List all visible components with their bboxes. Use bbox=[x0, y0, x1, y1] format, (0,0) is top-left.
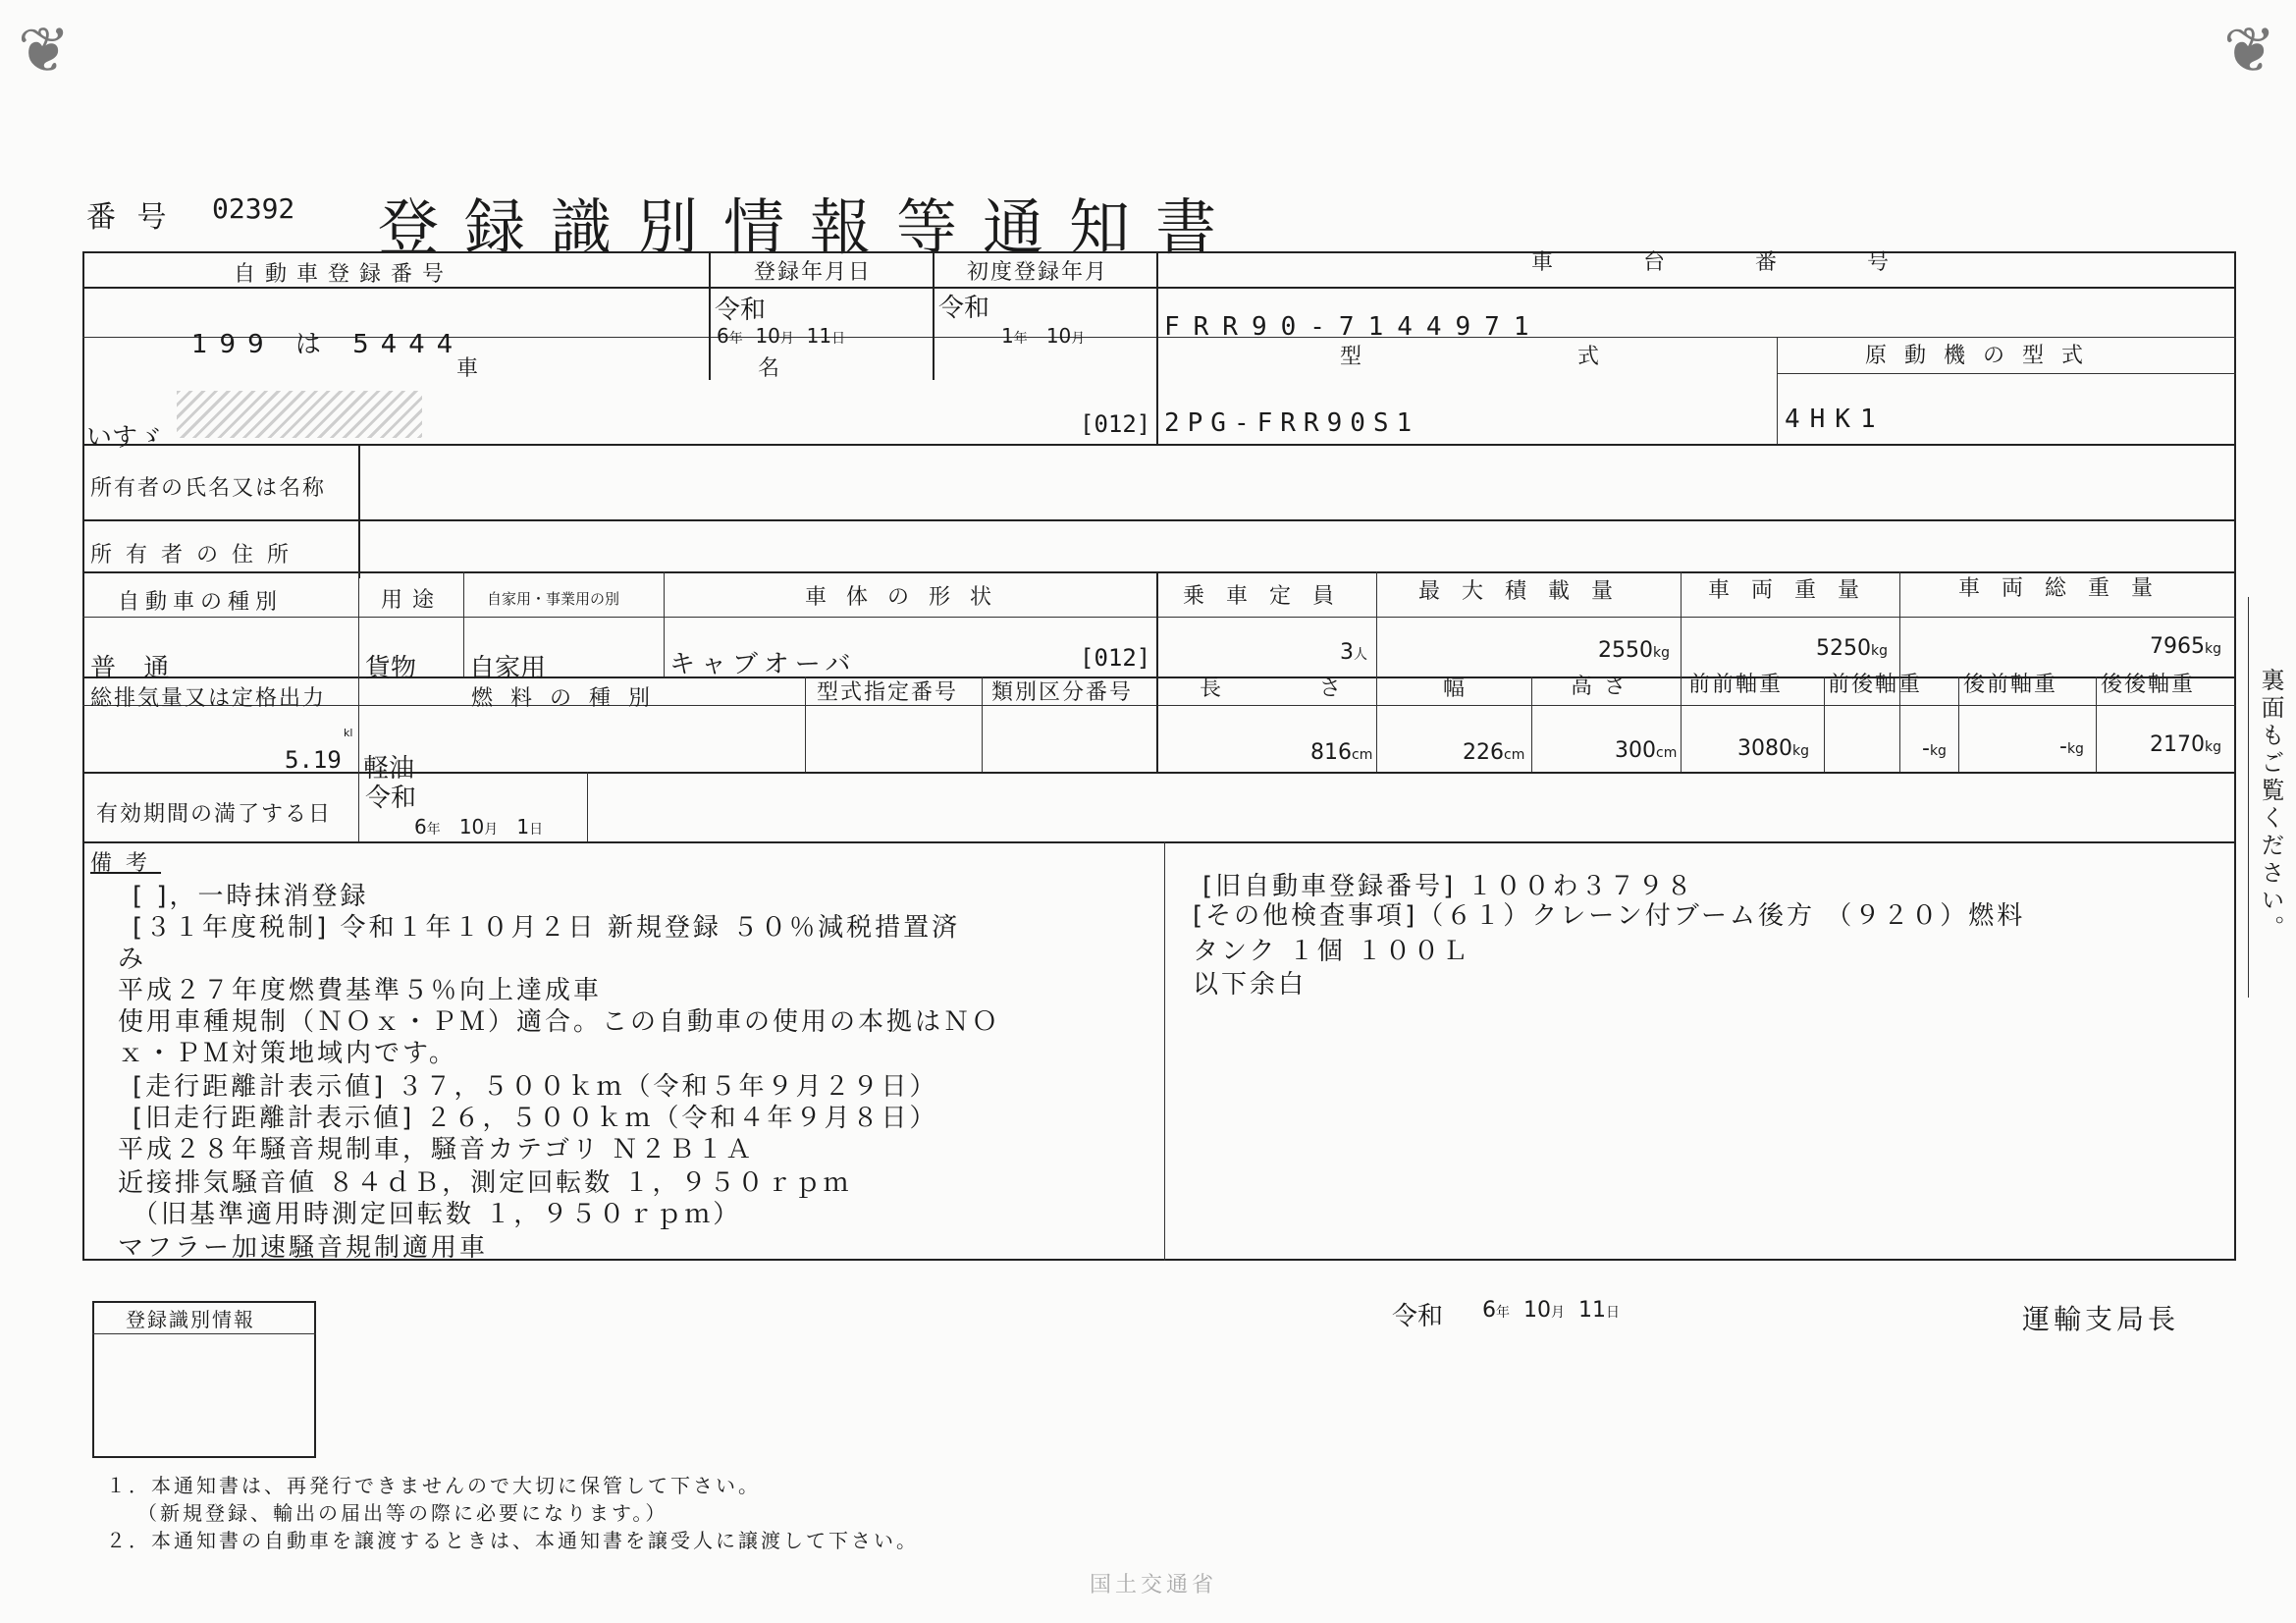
rr-axle-header: 後後軸重 bbox=[2101, 673, 2196, 697]
remarks-left-line-4: 平成２７年度燃費基準５％向上達成車 bbox=[118, 976, 603, 1005]
model-value: 2PG-FRR90S1 bbox=[1164, 408, 1420, 438]
remarks-left-line-1: [ ]，一時抹消登録 bbox=[133, 882, 369, 911]
usage-header: 用途 bbox=[381, 588, 445, 613]
type-designation-header: 型式指定番号 bbox=[817, 680, 959, 705]
body-shape-value: キャブオーバ bbox=[669, 650, 857, 679]
corner-ornament-left: ❦ bbox=[18, 15, 71, 87]
model-header: 型式 bbox=[1340, 345, 1816, 369]
displacement-header: 総排気量又は定格出力 bbox=[90, 686, 327, 711]
body-code: [012] bbox=[1080, 644, 1151, 672]
document-number-label: 番 号 bbox=[86, 200, 173, 235]
issue-era: 令和 bbox=[1392, 1302, 1444, 1331]
owner-name-header: 所有者の氏名又は名称 bbox=[90, 476, 327, 501]
car-name-header-left: 車 bbox=[456, 356, 489, 381]
footer-seal: 国土交通省 bbox=[1090, 1573, 1218, 1597]
category-no-header: 類別区分番号 bbox=[991, 680, 1134, 705]
capacity-value: 3人 bbox=[1340, 640, 1367, 665]
vehicle-weight-header: 車両重量 bbox=[1708, 578, 1882, 603]
model-code: [012] bbox=[1080, 410, 1151, 438]
note-line-2: （新規登録、輸出の届出等の際に必要になります。） bbox=[137, 1501, 668, 1525]
engine-model-header: 原動機の型式 bbox=[1865, 344, 2102, 368]
first-reg-value: 1年 10月 bbox=[1001, 324, 1086, 348]
corner-ornament-right: ❦ bbox=[2223, 15, 2276, 87]
fuel-header: 燃料の種別 bbox=[471, 686, 668, 711]
remarks-left-line-7: [走行距離計表示値] ３７，５００ｋｍ（令和５年９月２９日） bbox=[133, 1072, 938, 1102]
remarks-left-line-8: [旧走行距離計表示値] ２６，５００ｋｍ（令和４年９月８日） bbox=[133, 1104, 938, 1133]
remarks-left-line-9: 平成２８年騒音規制車，騒音カテゴリ Ｎ２Ｂ１Ａ bbox=[118, 1135, 755, 1164]
remarks-left-line-11: （旧基準適用時測定回転数 １，９５０ｒｐｍ） bbox=[133, 1200, 742, 1229]
fr-axle-value: -kg bbox=[1922, 736, 1947, 761]
reg-number-header: 自動車登録番号 bbox=[234, 262, 454, 287]
issue-date: 6年 10月 11日 bbox=[1482, 1298, 1620, 1323]
first-reg-era: 令和 bbox=[938, 294, 990, 323]
remarks-left-line-2: [３１年度税制] 令和１年１０月２日 新規登録 ５０％減税措置済 bbox=[133, 913, 961, 943]
max-load-header: 最大積載量 bbox=[1418, 579, 1635, 604]
vehicle-kind-value: 普 通 bbox=[90, 654, 180, 683]
reg-date-header: 登録年月日 bbox=[754, 260, 873, 285]
vehicle-weight-value: 5250kg bbox=[1816, 636, 1888, 661]
expiry-era: 令和 bbox=[365, 784, 417, 813]
remarks-left-line-12: マフラー加速騒音規制適用車 bbox=[118, 1233, 489, 1263]
displacement-unit: kl bbox=[344, 727, 353, 739]
fuel-value: 軽油 bbox=[363, 754, 415, 784]
reg-number-value: 199 は 5444 bbox=[191, 330, 465, 359]
engine-model-value: 4HK1 bbox=[1785, 405, 1886, 434]
vehicle-kind-header: 自動車の種別 bbox=[118, 590, 284, 615]
body-shape-header: 車体の形状 bbox=[805, 585, 1012, 610]
rr-axle-value: 2170kg bbox=[2150, 732, 2221, 757]
usage-value: 貨物 bbox=[365, 654, 417, 683]
chassis-no-value: FRR90-7144971 bbox=[1164, 312, 1543, 342]
remarks-right-line-1: [旧自動車登録番号] １００わ３７９８ bbox=[1202, 872, 1695, 901]
car-name-header-right: 名 bbox=[758, 356, 790, 381]
reg-info-header: 登録識別情報 bbox=[126, 1308, 255, 1331]
first-reg-header: 初度登録年月 bbox=[967, 260, 1109, 285]
gross-weight-header: 車両総重量 bbox=[1958, 576, 2175, 601]
remarks-left-line-10: 近接排気騒音値 ８４ｄＢ，測定回転数 １，９５０ｒｐｍ bbox=[118, 1168, 852, 1198]
car-name-value: いすゞ bbox=[86, 423, 164, 453]
issuer: 運輸支局長 bbox=[2022, 1303, 2180, 1335]
document-number: 02392 bbox=[212, 192, 295, 225]
remarks-right-line-2: [その他検査事項]（６１）クレーン付ブーム後方 （９２０）燃料 bbox=[1193, 901, 2026, 931]
remarks-left-line-5: 使用車種規制（ＮＯｘ・ＰＭ）適合。この自動車の使用の本拠はＮＯ bbox=[118, 1007, 1001, 1037]
expiry-header: 有効期間の満了する日 bbox=[96, 802, 333, 827]
ff-axle-value: 3080kg bbox=[1737, 736, 1809, 761]
gross-weight-value: 7965kg bbox=[2150, 634, 2221, 659]
note-line-3: ２．本通知書の自動車を譲渡するときは、本通知書を譲受人に譲渡して下さい。 bbox=[106, 1529, 919, 1552]
remarks-left-line-3: み bbox=[118, 945, 147, 974]
private-business-header: 自家用・事業用の別 bbox=[487, 590, 620, 608]
length-value: 816cm bbox=[1310, 740, 1373, 765]
height-header: 高さ bbox=[1571, 675, 1638, 699]
side-note: 裏面もご覧ください。 bbox=[2257, 668, 2284, 943]
note-line-1: １．本通知書は、再発行できませんので大切に保管して下さい。 bbox=[106, 1474, 761, 1497]
reg-date-value: 6年 10月 11日 bbox=[717, 324, 846, 348]
width-header: 幅 bbox=[1443, 676, 1475, 701]
remarks-left-line-6: ｘ・ＰＭ対策地域内です。 bbox=[118, 1039, 457, 1068]
height-value: 300cm bbox=[1615, 738, 1678, 763]
remarks-header: 備考 bbox=[90, 851, 162, 876]
ff-axle-header: 前前軸重 bbox=[1688, 673, 1784, 697]
rf-axle-value: -kg bbox=[2059, 734, 2084, 759]
max-load-value: 2550kg bbox=[1598, 638, 1670, 663]
remarks-right-line-4: 以下余白 bbox=[1193, 970, 1308, 1000]
length-header: 長さ bbox=[1200, 676, 1440, 701]
owner-address-header: 所有者の住所 bbox=[90, 543, 303, 568]
reg-date-era: 令和 bbox=[715, 296, 767, 325]
capacity-header: 乗車定員 bbox=[1183, 584, 1357, 609]
redaction-mark bbox=[177, 391, 422, 438]
fr-axle-header: 前後軸重 bbox=[1828, 673, 1923, 697]
width-value: 226cm bbox=[1463, 740, 1525, 765]
expiry-value: 6年 10月 1日 bbox=[414, 815, 544, 839]
chassis-no-header: 車台番号 bbox=[1531, 250, 1980, 275]
displacement-value: 5.19 bbox=[285, 746, 342, 774]
private-business-value: 自家用 bbox=[469, 654, 547, 683]
page-title: 登録識別情報等通知書 bbox=[378, 191, 1243, 263]
rf-axle-header: 後前軸重 bbox=[1963, 673, 2058, 697]
remarks-right-line-3: タンク １個 １００Ｌ bbox=[1193, 937, 1471, 966]
